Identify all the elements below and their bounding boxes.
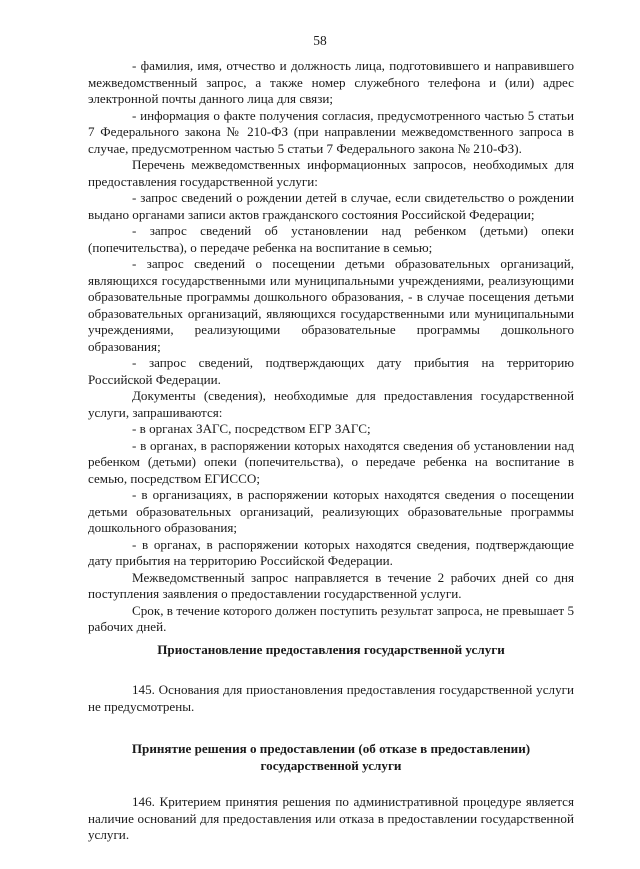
paragraph-birth-request: - запрос сведений о рождении детей в случае, если свидетельство о рождении выдано органами записи актов гражданского состояния Российской Федерации; (88, 190, 574, 222)
paragraph-documents-intro: Документы (сведения), необходимые для предоставления государственной услуги, запрашиваются: (88, 388, 574, 420)
document-body (88, 58, 574, 844)
paragraph-guardianship-request: - запрос сведений об установлении над ребенком (детьми) опеки (попечительства), о передаче ребенка на воспитание в семью; (88, 223, 574, 255)
paragraph-145: 145. Основания для приостановления предоставления государственной услуги не предусмотрены. (88, 682, 574, 714)
paragraph-request-deadline: Межведомственный запрос направляется в течение 2 рабочих дней со дня поступления заявления о предоставлении государственной услуги. (88, 569, 574, 601)
paragraph-egisso: - в органах, в распоряжении которых находятся сведения об установлении над ребенком (детьми) опеки (попечительства), о передаче ребенка на воспитание в семью, посредством ЕГИССО; (88, 437, 574, 486)
paragraph-response-deadline: Срок, в течение которого должен поступить результат запроса, не превышает 5 рабочих дней. (88, 602, 574, 634)
paragraph-consent-info: - информация о факте получения согласия, предусмотренного частью 5 статьи 7 Федерального закона № 210-ФЗ (при направлении межведомственного запроса в случае, предусмотренном частью 5 статьи 7 Федерального закона № 210-ФЗ). (88, 107, 574, 156)
paragraph-zags: - в органах ЗАГС, посредством ЕГР ЗАГС; (132, 421, 371, 436)
page-number: 58 (313, 33, 327, 48)
paragraph-146: 146. Критерием принятия решения по административной процедуре является наличие оснований для предоставления или отказа в предоставлении государственной услуги. (88, 794, 574, 842)
paragraph-organizations: - в организациях, в распоряжении которых находятся сведения о посещении детьми образовательных организаций, реализующих образовательные программы дошкольного образования; (88, 487, 574, 535)
section-heading-suspension: Приостановление предоставления государственной услуги (157, 641, 505, 657)
section-heading-decision: Принятие решения о предоставлении (об отказе в предоставлении) государственной услуги (131, 741, 531, 773)
paragraph-arrival-request: - запрос сведений, подтверждающих дату прибытия на территорию Российской Федерации. (88, 355, 574, 387)
paragraph-request-list-intro: Перечень межведомственных информационных запросов, необходимых для предоставления государственной услуги: (88, 157, 574, 189)
paragraph-contact-info: - фамилия, имя, отчество и должность лица, подготовившего и направившего межведомственный запрос, а также номер служебного телефона и (или) адрес электронной почты данного лица для связи; (88, 58, 574, 106)
paragraph-education-request: - запрос сведений о посещении детьми образовательных организаций, являющихся государственными или муниципальными учреждениями, реализующими образовательные программы дошкольного образования, - в случае посещения детьми образовательных организаций, являющихся государственными или муниципальными учреждениями, реализующими образовательные программы дошкольного образования; (88, 256, 574, 354)
paragraph-arrival-authorities: - в органах, в распоряжении которых находятся сведения, подтверждающие дату прибытия на территорию Российской Федерации. (88, 536, 574, 568)
